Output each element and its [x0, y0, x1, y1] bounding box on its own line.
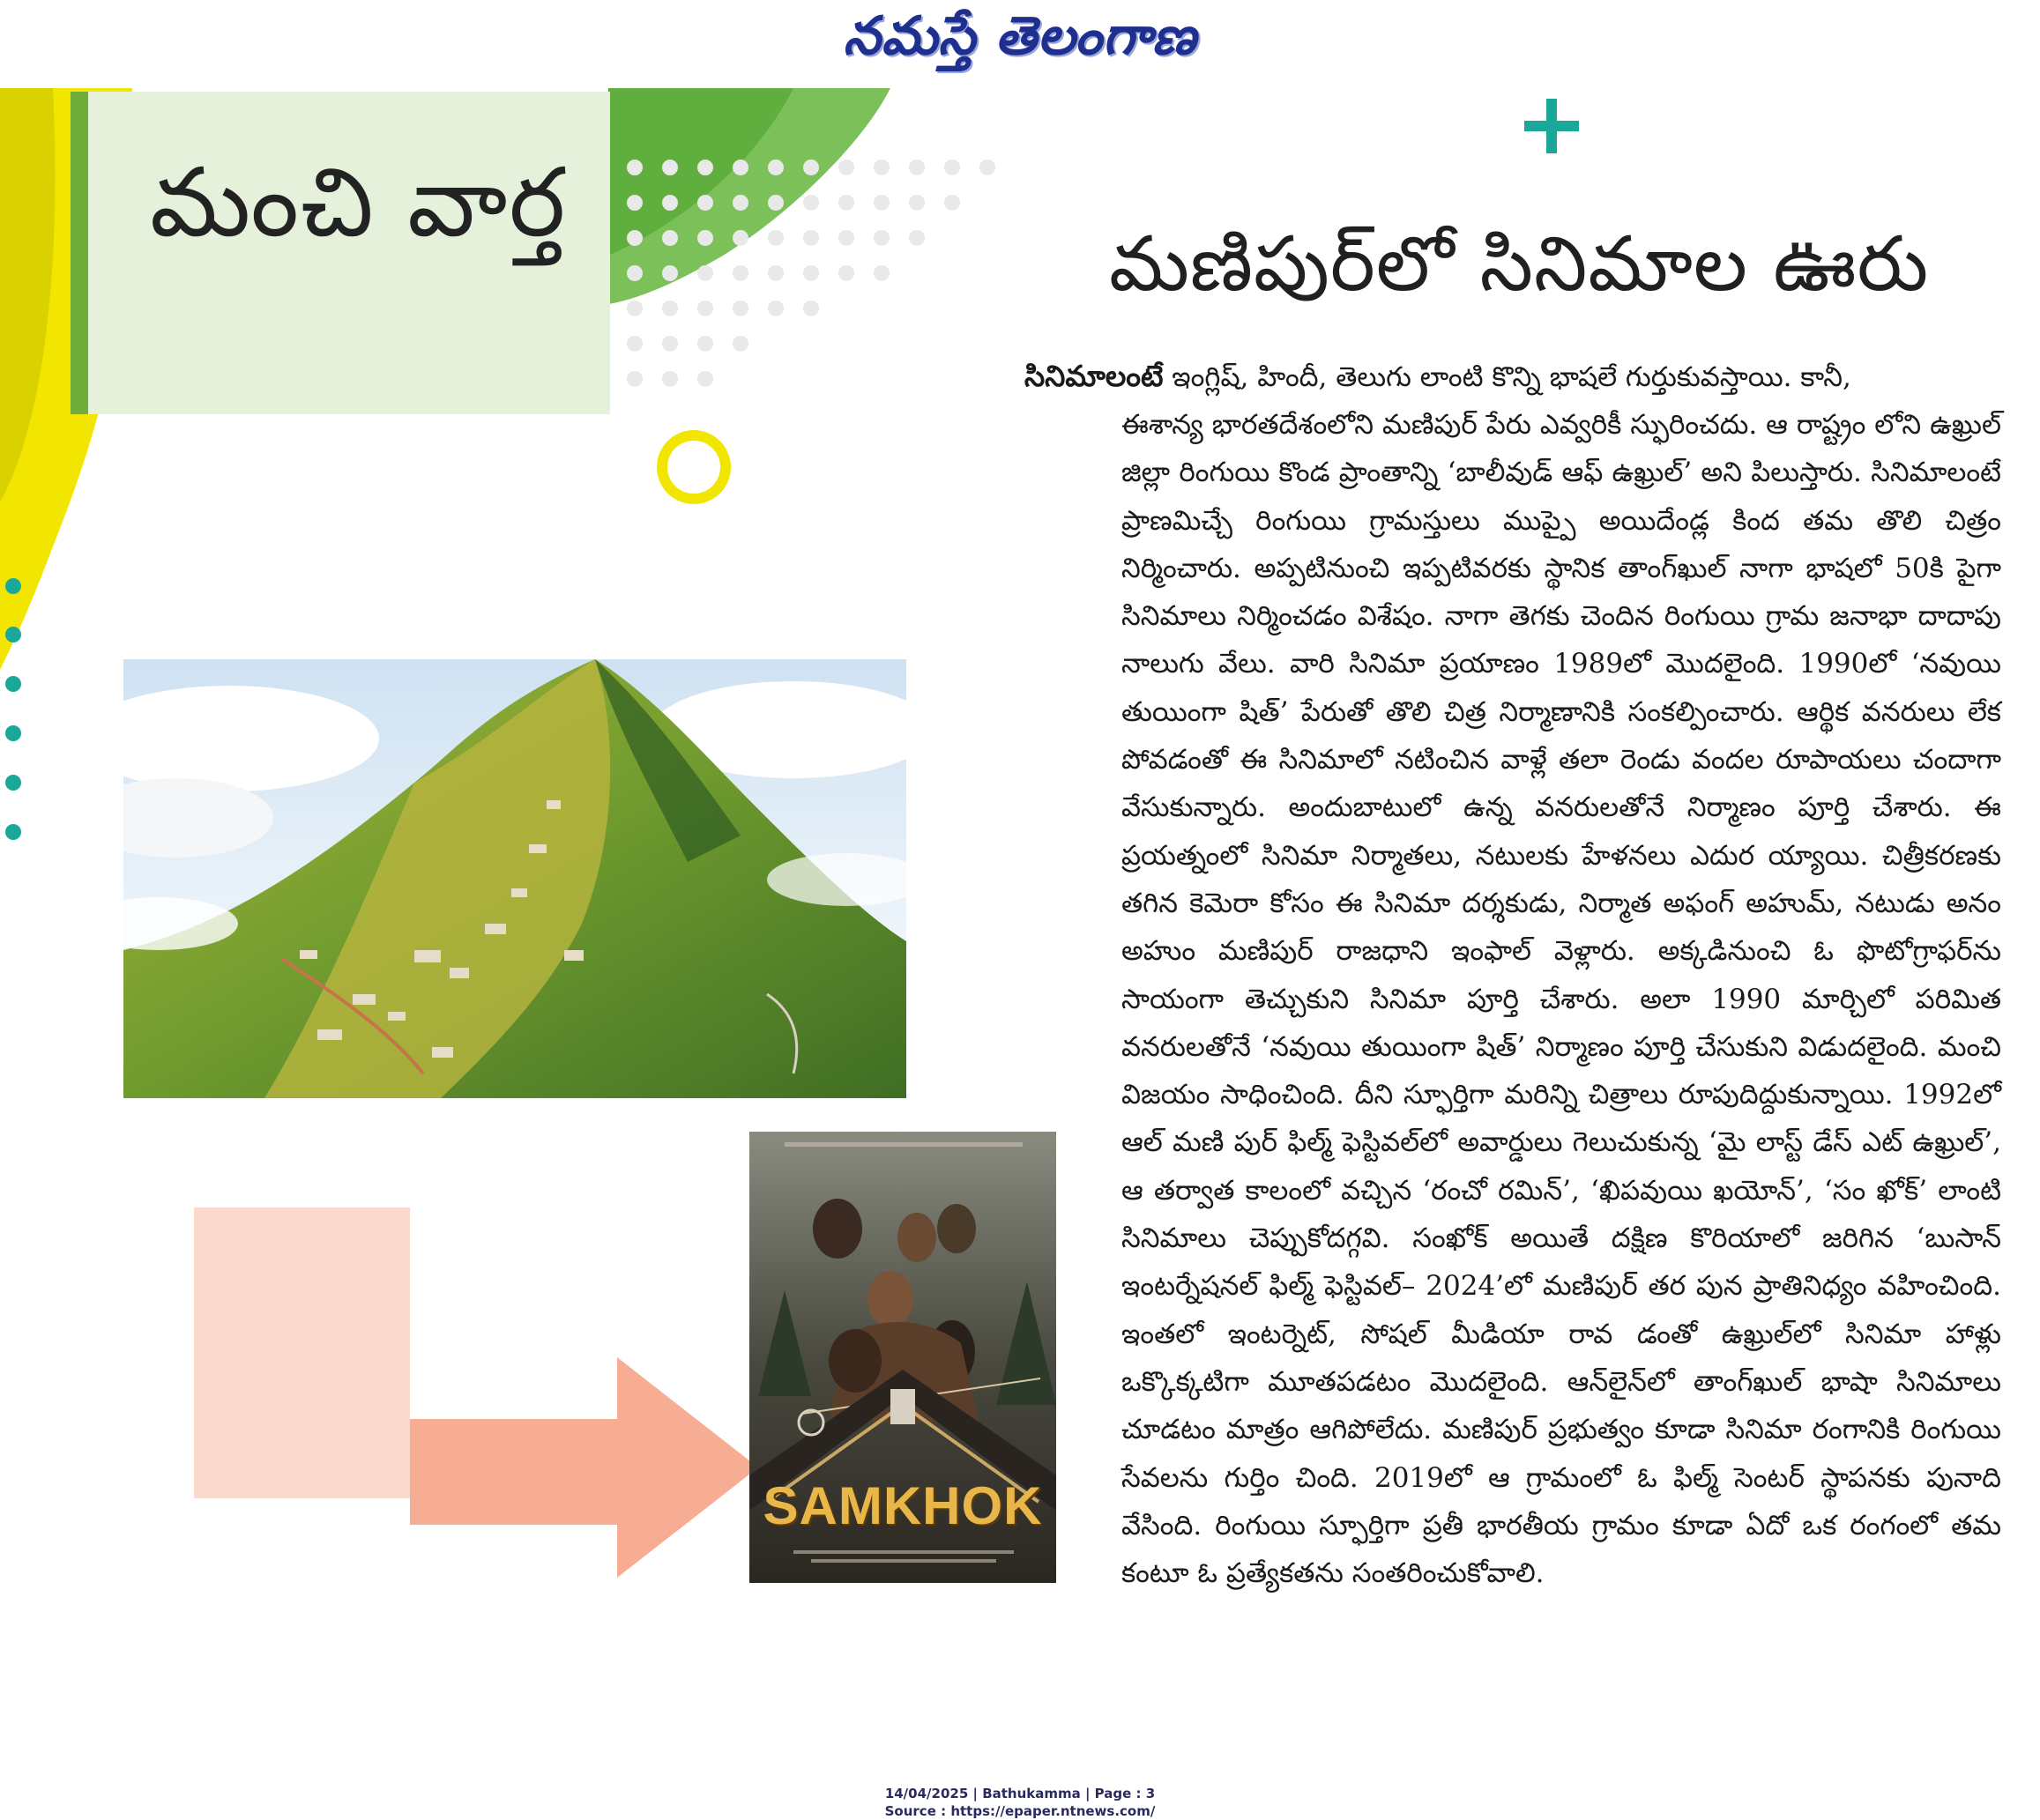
masthead-title: నమస్తే తెలంగాణ — [843, 4, 1197, 67]
section-title: మంచి వార్త — [150, 148, 568, 258]
masthead — [0, 0, 2040, 84]
arrow-decoration — [194, 1207, 758, 1578]
mountain-village-photo — [123, 659, 906, 1098]
article-first-line — [1024, 353, 2001, 401]
article-first-line-text: ఇంగ్లిష్, హిందీ, తెలుగు లాంటి కొన్ని భాషలే గుర్తుకువస్తాయి. కానీ, — [1163, 361, 1851, 393]
samkhok-poster — [749, 1132, 1056, 1583]
page-footer — [0, 1785, 2040, 1820]
section-banner — [71, 92, 610, 414]
footer-date-line: 14/04/2025 | Bathukamma | Page : 3 — [884, 1786, 1156, 1801]
footer-source-line: Source : https://epaper.ntnews.com/ — [884, 1803, 1156, 1819]
poster-title: SAMKHOK — [763, 1476, 1043, 1535]
article-headline: మణిపుర్‌లో సినిమాల ఊరు — [1109, 220, 1930, 308]
article-body: ఈశాన్య భారతదేశంలోని మణిపుర్ పేరు ఎవ్వరికీ స్ఫురించదు. ఆ రాష్ట్రం లోని ఉఖ్రుల్ జిల్లా రింగుయి కొండ ప్రాంతాన్ని ‘బాలీవుడ్ ఆఫ్ ఉఖ్రుల్’ అని పిలుస్తారు. సినిమాలంటే ప్రాణమిచ్చే రింగుయి గ్రామస్తులు ముప్పై అయిదేండ్ల కింద తమ తొలి చిత్రం నిర్మించారు. అప్పటినుంచి ఇప్పటివరకు స్థానిక తాంగ్‌ఖుల్ నాగా భాషలో 50కి పైగా సినిమాలు నిర్మించడం విశేషం. నాగా తెగకు చెందిన రింగుయి గ్రామ జనాభా దాదాపు నాలుగు వేలు. వారి సినిమా ప్రయాణం 1989లో మొదలైంది. 1990లో ‘నవుయి తుయింగా షిత్’ పేరుతో తొలి చిత్ర నిర్మాణానికి సంకల్పించారు. ఆర్థిక వనరులు లేక పోవడంతో ఈ సినిమాలో నటించిన వాళ్లే తలా రెండు వందల రూపాయలు చందాగా వేసుకున్నారు. అందుబాటులో ఉన్న వనరులతోనే నిర్మాణం పూర్తి చేశారు. ఈ ప్రయత్నంలో సినిమా నిర్మాతలు, నటులకు హేళనలు ఎదుర య్యాయి. చిత్రీకరణకు తగిన కెమెరా కోసం ఈ సినిమా దర్శకుడు, నిర్మాత అఫంగ్ అహుమ్, నటుడు అనం అహుం మణిపుర్ రాజధాని ఇంఫాల్ వెళ్లారు. అక్కడినుంచి ఓ ఫొటోగ్రాఫర్‌ను సాయంగా తెచ్చుకుని సినిమా పూర్తి చేశారు. అలా 1990 మార్చిలో పరిమిత వనరులతోనే ‘నవుయి తుయింగా షిత్’ నిర్మాణం పూర్తి చేసుకుని విడుదలైంది. మంచి విజయం సాధించింది. దీని స్ఫూర్తిగా మరిన్ని చిత్రాలు రూపుదిద్దుకున్నాయి. 1992లో ఆల్ మణి పుర్ ఫిల్మ్ ఫెస్టివల్‌లో అవార్డులు గెలుచుకున్న ‘మై లాస్ట్ డేస్ ఎట్ ఉఖ్రుల్’, ఆ తర్వాత కాలంలో వచ్చిన ‘రంచో రమిన్’, ‘ఖిపవుయి ఖయోన్’, ‘సం ఖోక్’ లాంటి సినిమాలు చెప్పుకోదగ్గవి. సంఖోక్ అయితే దక్షిణ కొరియాలో జరిగిన ‘బుసాన్ ఇంటర్నేషనల్ ఫిల్మ్ ఫెస్టివల్– 2024’లో మణిపుర్ తర పున ప్రాతినిధ్యం వహించింది. ఇంతలో ఇంటర్నెట్, సోషల్ మీడియా రావ డంతో ఉఖ్రుల్‌లో సినిమా హాళ్లు ఒక్కొక్కటిగా మూతపడటం మొదలైంది. ఆన్‌లైన్‌లో తాంగ్‌ఖుల్ భాషా సినిమాలు చూడటం మాత్రం ఆగిపోలేదు. మణిపుర్ ప్రభుత్వం కూడా సినిమా రంగానికి రింగుయి సేవలను గుర్తిం చింది. 2019లో ఆ గ్రామంలో ఓ ఫిల్మ్ సెంటర్ స్థాపనకు పునాది వేసింది. రింగుయి స్ఫూర్తిగా ప్రతీ భారతీయ గ్రామం కూడా ఏదో ఒక రంగంలో తమ కంటూ ఓ ప్రత్యేకతను సంతరించుకోవాలి. — [1121, 409, 2001, 1590]
plus-icon — [1521, 95, 1582, 157]
article-lead-word: సినిమాలంటే — [1024, 359, 1164, 393]
